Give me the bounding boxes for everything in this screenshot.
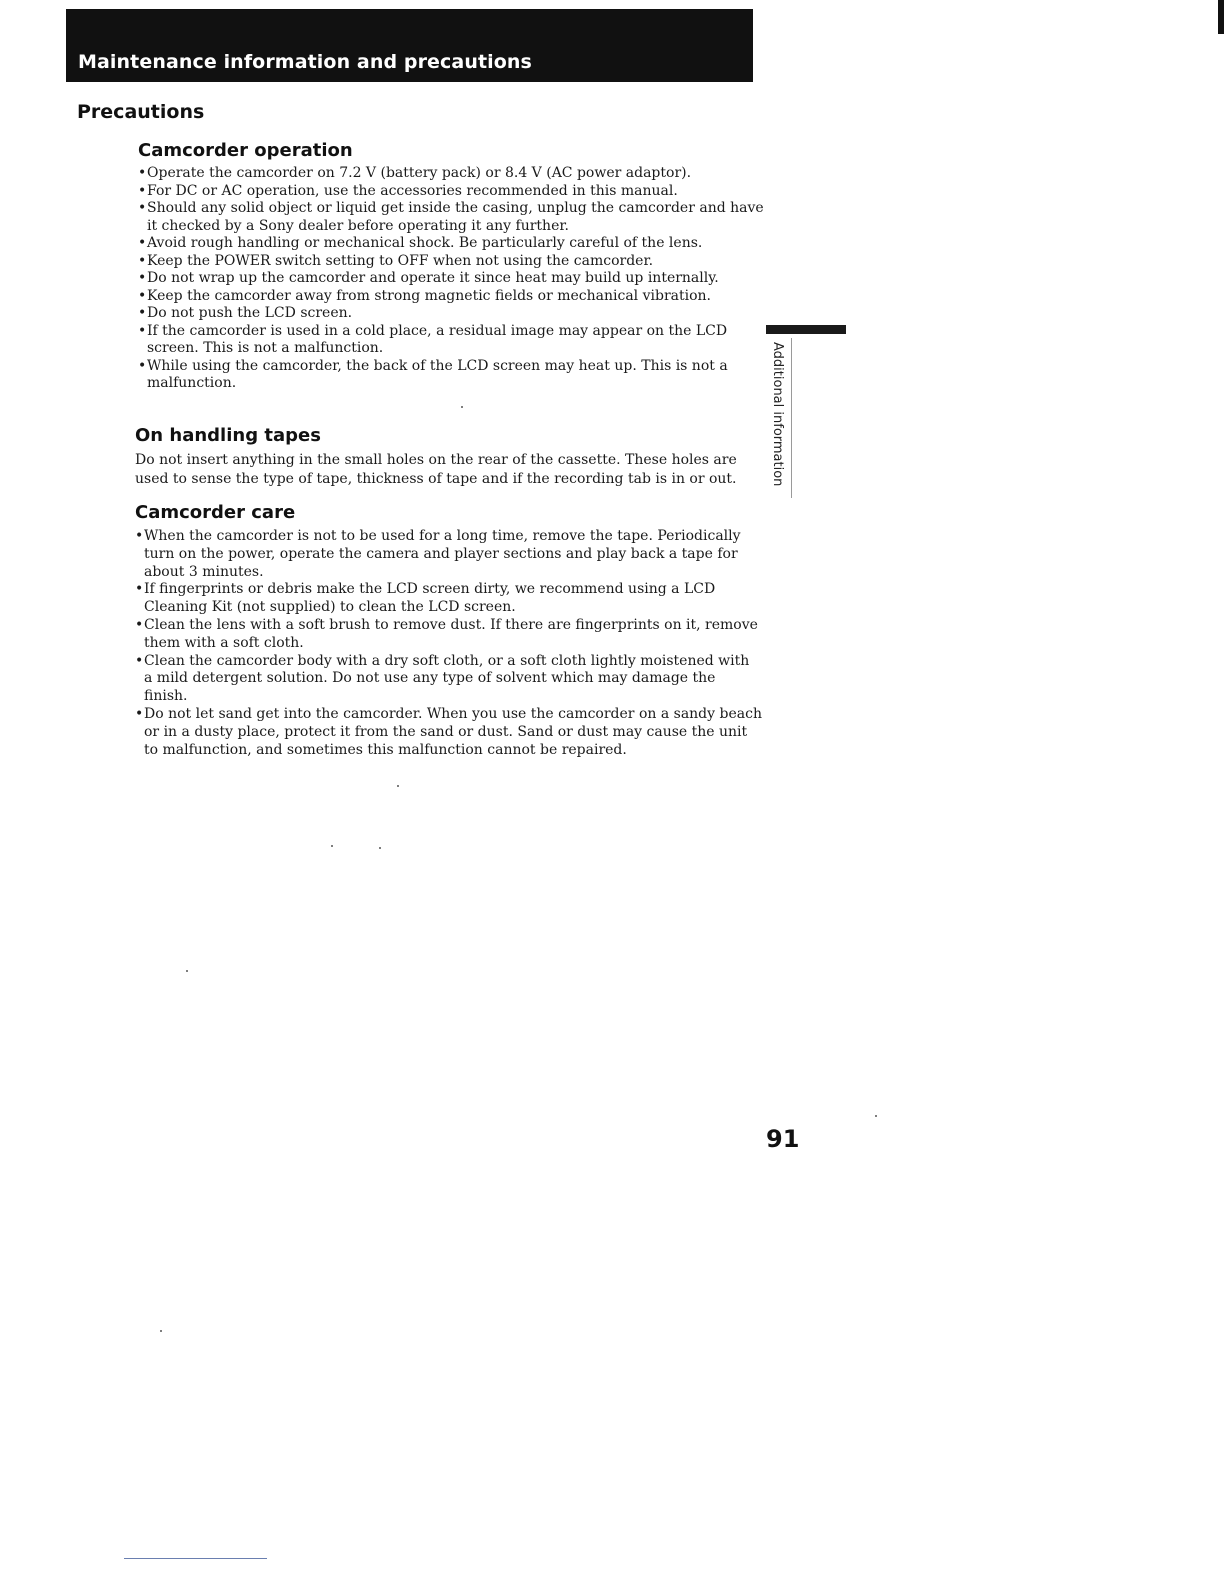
bullet-text-line: it checked by a Sony dealer before operating it any further. xyxy=(147,217,569,234)
bullet-dot: • xyxy=(138,305,147,321)
bullet-item xyxy=(138,235,763,253)
bullet-item xyxy=(138,288,763,306)
bullet-item xyxy=(135,617,765,653)
bullet-text-line: turn on the power, operate the camera and player sections and play back a tape for xyxy=(144,545,738,562)
camcorder-operation-list xyxy=(138,165,763,393)
bullet-dot: • xyxy=(138,165,147,181)
scan-speck xyxy=(379,847,381,849)
bullet-item xyxy=(138,270,763,288)
bullet-item xyxy=(135,528,765,581)
bullet-text-line: Keep the camcorder away from strong magnetic fields or mechanical vibration. xyxy=(147,287,711,304)
bullet-text-line: Should any solid object or liquid get inside the casing, unplug the camcorder and have xyxy=(147,200,764,216)
side-tab-marker xyxy=(766,322,850,334)
bullet-item xyxy=(138,165,763,183)
bullet-text-line: or in a dusty place, protect it from the sand or dust. Sand or dust may cause the unit xyxy=(144,723,748,740)
bullet-text-line: them with a soft cloth. xyxy=(144,634,304,651)
bullet-dot: • xyxy=(138,200,147,216)
bullet-text-line: malfunction. xyxy=(147,375,237,391)
bullet-dot: • xyxy=(138,287,147,304)
side-tab-rule xyxy=(791,338,792,498)
bullet-item xyxy=(138,253,763,271)
paragraph-line: used to sense the type of tape, thickness of tape and if the recording tab is in or out. xyxy=(135,471,737,487)
scan-speck xyxy=(186,970,188,972)
bullet-text-line: a mild detergent solution. Do not use any type of solvent which may damage the xyxy=(144,670,716,687)
bullet-text-line: Do not let sand get into the camcorder. When you use the camcorder on a sandy beach xyxy=(144,705,762,722)
bullet-text-line: For DC or AC operation, use the accessories recommended in this manual. xyxy=(147,182,678,199)
section-title: Precautions xyxy=(77,101,205,123)
bullet-text-line: Clean the camcorder body with a dry soft cloth, or a soft cloth lightly moistened with xyxy=(144,652,750,669)
bullet-dot: • xyxy=(138,270,147,286)
chapter-title: Maintenance information and precautions xyxy=(78,51,532,73)
side-tab-label: Additional information xyxy=(770,342,785,487)
bullet-text-line: Keep the POWER switch setting to OFF when not using the camcorder. xyxy=(147,252,654,269)
bullet-item xyxy=(135,653,765,706)
chapter-header-bar xyxy=(66,9,753,82)
scan-speck xyxy=(331,845,333,847)
bullet-dot: • xyxy=(138,357,147,374)
bullet-item xyxy=(135,581,765,617)
bullet-text-line: finish. xyxy=(144,688,188,705)
bullet-dot: • xyxy=(135,652,144,669)
bullet-text-line: Do not wrap up the camcorder and operate it since heat may build up internally. xyxy=(147,270,719,286)
page-number: 91 xyxy=(766,1125,800,1153)
bullet-text-line: If fingerprints or debris make the LCD screen dirty, we recommend using a LCD xyxy=(144,581,716,598)
bullet-dot: • xyxy=(138,322,147,339)
handling-tapes-heading: On handling tapes xyxy=(135,425,321,446)
paragraph-line: Do not insert anything in the small holes on the rear of the cassette. These holes are xyxy=(135,452,737,468)
bullet-dot: • xyxy=(138,252,147,269)
camcorder-care-heading: Camcorder care xyxy=(135,502,296,523)
bullet-item xyxy=(135,706,765,759)
camcorder-operation-heading: Camcorder operation xyxy=(138,140,353,161)
bullet-dot: • xyxy=(135,705,144,722)
scan-speck xyxy=(397,785,399,787)
bullet-text-line: screen. This is not a malfunction. xyxy=(147,340,384,356)
bullet-text-line: While using the camcorder, the back of the LCD screen may heat up. This is not a xyxy=(147,357,728,374)
camcorder-care-list xyxy=(135,528,765,759)
bottom-rule xyxy=(124,1558,267,1559)
handling-tapes-paragraph xyxy=(135,451,755,489)
scan-speck xyxy=(875,1115,877,1117)
bullet-item xyxy=(138,200,763,235)
bullet-text-line: Cleaning Kit (not supplied) to clean the LCD screen. xyxy=(144,599,516,616)
bullet-text-line: Operate the camcorder on 7.2 V (battery pack) or 8.4 V (AC power adaptor). xyxy=(147,165,692,181)
bullet-text-line: about 3 minutes. xyxy=(144,563,264,580)
bullet-text-line: Clean the lens with a soft brush to remove dust. If there are fingerprints on it, remove xyxy=(144,616,758,633)
bullet-dot: • xyxy=(135,616,144,633)
scan-speck xyxy=(160,1330,162,1332)
bullet-text-line: When the camcorder is not to be used for a long time, remove the tape. Periodically xyxy=(144,528,741,544)
bullet-item xyxy=(138,358,763,393)
bullet-dot: • xyxy=(135,581,144,598)
bullet-item xyxy=(138,183,763,201)
page-edge-mark xyxy=(1218,0,1224,34)
bullet-text-line: If the camcorder is used in a cold place, a residual image may appear on the LCD xyxy=(147,322,728,339)
bullet-item xyxy=(138,305,763,323)
scan-speck xyxy=(461,406,463,408)
bullet-dot: • xyxy=(138,235,147,251)
bullet-text-line: Do not push the LCD screen. xyxy=(147,305,353,321)
bullet-item xyxy=(138,323,763,358)
bullet-dot: • xyxy=(138,182,147,199)
side-tab-bar xyxy=(766,325,846,334)
bullet-text-line: to malfunction, and sometimes this malfunction cannot be repaired. xyxy=(144,741,627,758)
bullet-dot: • xyxy=(135,528,144,544)
bullet-text-line: Avoid rough handling or mechanical shock. Be particularly careful of the lens. xyxy=(147,235,703,251)
